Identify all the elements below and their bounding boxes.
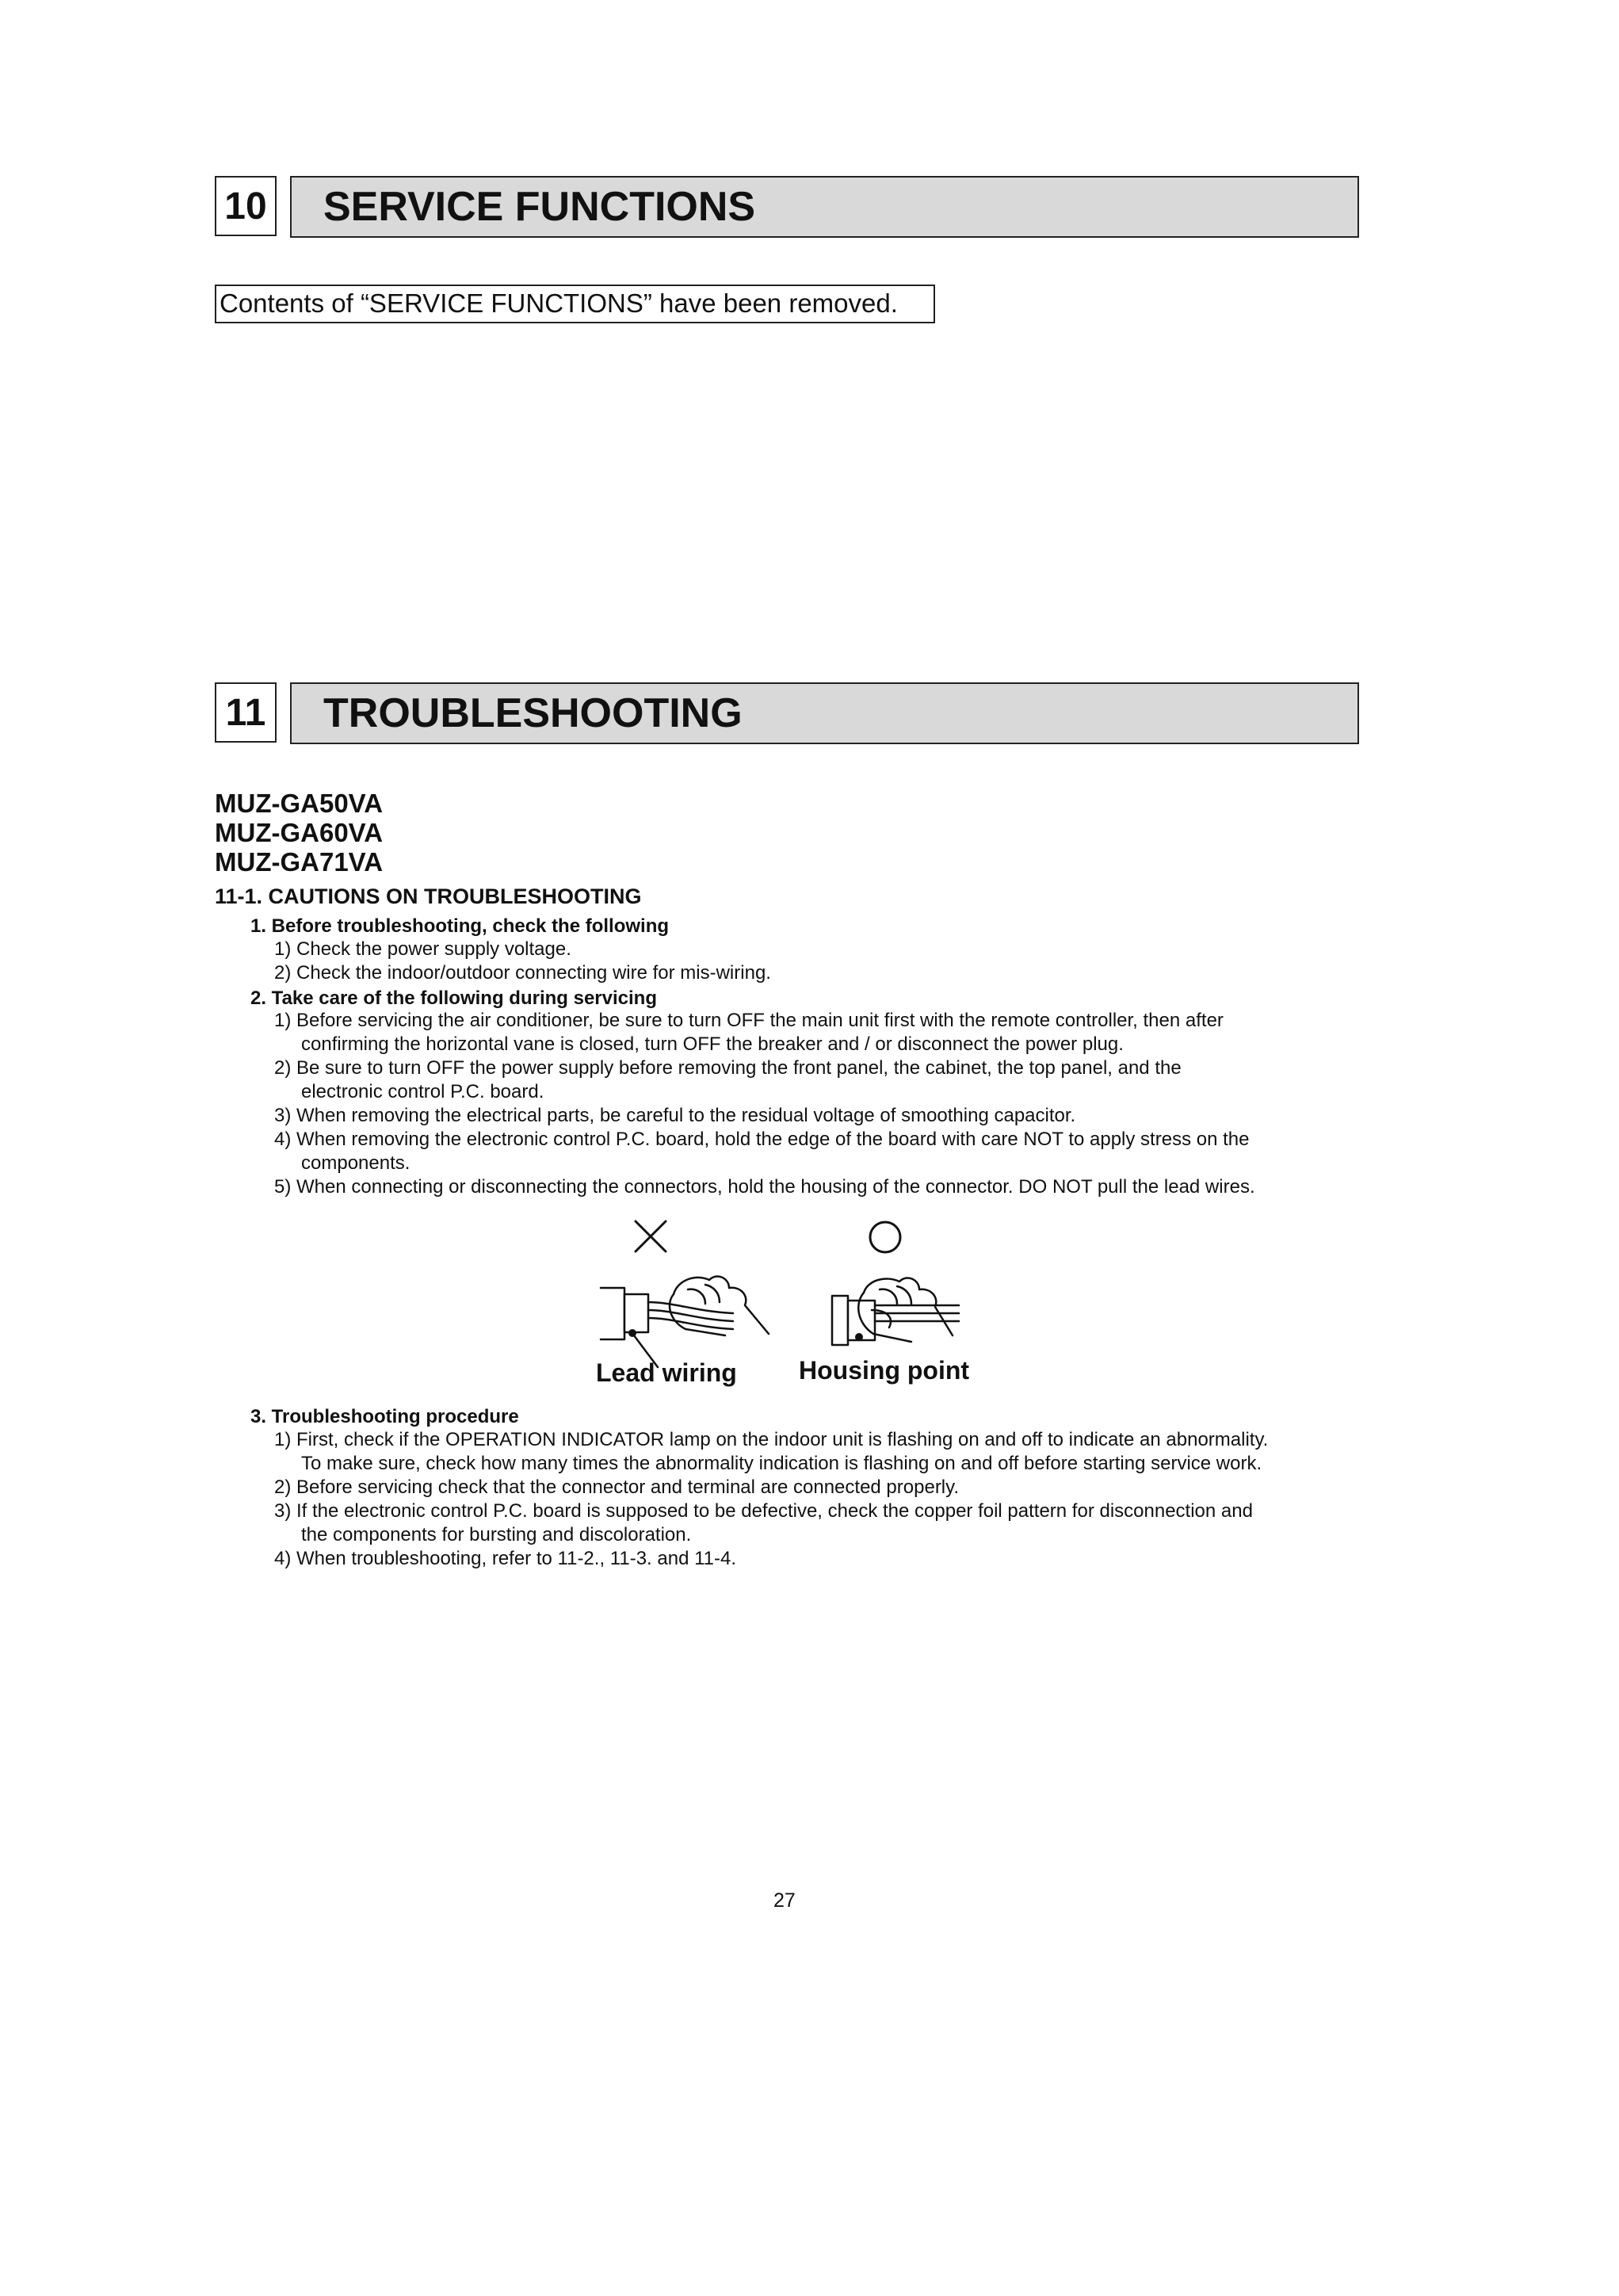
- section-title-troubleshooting: TROUBLESHOOTING: [290, 682, 1359, 744]
- removed-contents-note: Contents of “SERVICE FUNCTIONS” have been removed.: [215, 285, 935, 323]
- list-item: [274, 1009, 1368, 1056]
- model-list: [215, 789, 383, 877]
- section-number-10: 10: [215, 176, 277, 236]
- list-item-continuation: components.: [301, 1152, 410, 1174]
- list-item: [274, 1175, 1368, 1199]
- list-item-line: 4) When removing the electronic control P.C. board, hold the edge of the board with care NOT to apply stress on the: [274, 1129, 1250, 1150]
- list-item-line: 1) Before servicing the air conditioner, be sure to turn OFF the main unit first with the remote controller, then after: [274, 1010, 1224, 1031]
- list-item-line: 1) First, check if the OPERATION INDICATOR lamp on the indoor unit is flashing on and off to indicate an abnormality.: [274, 1429, 1269, 1450]
- list-item-line: 2) Before servicing check that the connector and terminal are connected properly.: [274, 1477, 960, 1498]
- list-item: [274, 1104, 1368, 1128]
- sub1-title: 1. Before troubleshooting, check the following: [250, 915, 670, 937]
- list-item-continuation: To make sure, check how many times the abnormality indication is flashing on and off before starting service work.: [301, 1453, 1262, 1474]
- list-item: [274, 1128, 1368, 1175]
- page-number: 27: [773, 1889, 796, 1912]
- lead-wiring-illustration: [601, 1276, 769, 1367]
- list-item: [274, 1428, 1368, 1476]
- housing-point-label: Housing point: [799, 1356, 970, 1385]
- list-item: [274, 1476, 1368, 1499]
- housing-point-illustration: [832, 1278, 959, 1345]
- model-name: MUZ-GA60VA: [215, 818, 384, 847]
- list-item: [274, 1547, 1368, 1571]
- section-number-11: 11: [215, 682, 277, 743]
- wrong-mark-icon: [636, 1221, 666, 1251]
- list-item-continuation: confirming the horizontal vane is closed, turn OFF the breaker and / or disconnect the power plug.: [301, 1033, 1124, 1055]
- list-item-continuation: electronic control P.C. board.: [301, 1081, 544, 1102]
- model-name: MUZ-GA71VA: [215, 847, 384, 877]
- list-item-line: 3) When removing the electrical parts, be careful to the residual voltage of smoothing capacitor.: [274, 1105, 1076, 1126]
- model-name: MUZ-GA50VA: [215, 789, 384, 818]
- list-item: [274, 1499, 1368, 1547]
- list-item-continuation: the components for bursting and discoloration.: [301, 1524, 692, 1545]
- housing-point-marker-dot: [855, 1333, 863, 1341]
- list-item-line: 3) If the electronic control P.C. board is supposed to be defective, check the copper foil pattern for disconnection and: [274, 1500, 1253, 1522]
- sub3-title: 3. Troubleshooting procedure: [250, 1406, 519, 1427]
- sub2-title: 2. Take care of the following during servicing: [250, 988, 657, 1009]
- list-item-line: 2) Be sure to turn OFF the power supply before removing the front panel, the cabinet, the top panel, and the: [274, 1057, 1182, 1079]
- correct-mark-icon: [870, 1222, 900, 1252]
- list-item: 2) Check the indoor/outdoor connecting wire for mis-wiring.: [274, 962, 771, 984]
- list-item: [274, 1056, 1368, 1104]
- lead-wiring-label: Lead wiring: [596, 1358, 737, 1387]
- list-item-line: 4) When troubleshooting, refer to 11-2., 11-3. and 11-4.: [274, 1548, 737, 1569]
- cautions-heading: 11-1. CAUTIONS ON TROUBLESHOOTING: [215, 884, 642, 908]
- list-item: 1) Check the power supply voltage.: [274, 938, 571, 960]
- lead-wiring-marker-dot: [628, 1329, 636, 1337]
- section-title-service-functions: SERVICE FUNCTIONS: [290, 176, 1359, 238]
- list-item-line: 5) When connecting or disconnecting the connectors, hold the housing of the connector. DO NOT pull the lead wires.: [274, 1176, 1255, 1198]
